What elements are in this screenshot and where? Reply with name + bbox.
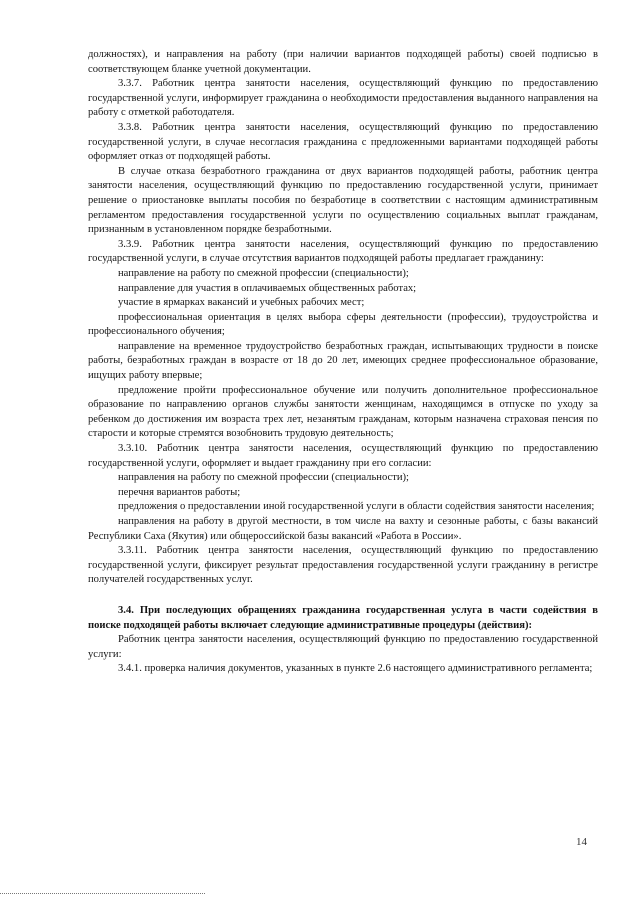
paragraph: 3.3.11. Работник центра занятости населения, осуществляющий функцию по предоставлению государственной услуги, фиксирует результат предоставления государственной услуги гражданину в регистре получателей государственных услуг. [88, 545, 598, 586]
paragraph: участие в ярмарках вакансий и учебных рабочих мест; [118, 297, 365, 309]
paragraph: направление для участия в оплачиваемых общественных работах; [118, 282, 417, 294]
scan-edge-line [0, 893, 205, 894]
after-heading-list [88, 633, 598, 677]
paragraph: 3.3.10. Работник центра занятости населения, осуществляющий функцию по предоставлению государственной услуги, оформляет и выдает гражданину при его согласии: [88, 443, 598, 469]
paragraph: направление на временное трудоустройство безработных граждан, испытывающих трудности в поиске работы, безработных граждан в возрасте от 18 до 20 лет, имеющих среднее профессиональное образование, ищущих работу впервые; [88, 340, 598, 382]
paragraph: 3.3.7. Работник центра занятости населения, осуществляющий функцию по предоставлению государственной услуги, информирует гражданина о необходимости предоставления выданного направления на работу с отметкой работодателя. [88, 78, 598, 119]
document-body [88, 48, 598, 677]
paragraph: 3.3.8. Работник центра занятости населения, осуществляющий функцию по предоставлению государственной услуги, в случае несогласия гражданина с предложенными вариантами подходящей работы оформляет отказ от подходящей работы. [88, 121, 598, 163]
paragraph-list [88, 48, 598, 588]
paragraph: 3.4.1. проверка наличия документов, указанных в пункте 2.6 настоящего административного регламента; [118, 663, 593, 675]
paragraph: В случае отказа безработного гражданина от двух вариантов подходящей работы, работник центра занятости населения, осуществляющий функцию по предоставлению государственной услуги, принимает решение о приостановке выплаты пособия по безработице в соответствии с настоящим административным регламентом предоставления государственной услуги по осуществлению социальных выплат гражданам, признанным в установленном порядке безработными. [88, 165, 598, 236]
paragraph: перечня вариантов работы; [118, 486, 241, 498]
section-heading: 3.4. При последующих обращениях гражданина государственная услуга в части содействия в поиске подходящей работы включает следующие административные процедуры (действия): [88, 604, 598, 631]
paragraph: профессиональная ориентация в целях выбора сферы деятельности (профессии), трудоустройства и профессионального обучения; [88, 311, 598, 338]
paragraph: направления на работу по смежной профессии (специальности); [118, 472, 409, 484]
paragraph: направления на работу в другой местности, в том числе на вахту и сезонные работы, с базы вакансий Республики Саха (Якутия) или общероссийской базы вакансий «Работа в России». [88, 516, 598, 542]
paragraph: Работник центра занятости населения, осуществляющий функцию по предоставлению государственной услуги: [88, 634, 598, 660]
paragraph: 3.3.9. Работник центра занятости населения, осуществляющий функцию по предоставлению государственной услуги, в случае отсутствия вариантов подходящей работы предлагает гражданину: [88, 238, 598, 265]
paragraph: должностях), и направления на работу (при наличии вариантов подходящей работы) своей подписью в соответствующем бланке учетной документации. [88, 49, 598, 75]
paragraph: предложения о предоставлении иной государственной услуги в области содействия занятости населения; [118, 501, 595, 513]
paragraph: предложение пройти профессиональное обучение или получить дополнительное профессиональное образование по направлению органов службы занятости женщинам, находящимся в отпуске по уходу за ребенком до достижения им возраста трех лет, незанятым гражданам, которым назначена страховая пенсия по старости и которые стремятся возобновить трудовую деятельность; [88, 384, 598, 440]
page-number: 14 [576, 836, 587, 848]
paragraph: направление на работу по смежной профессии (специальности); [118, 267, 409, 279]
